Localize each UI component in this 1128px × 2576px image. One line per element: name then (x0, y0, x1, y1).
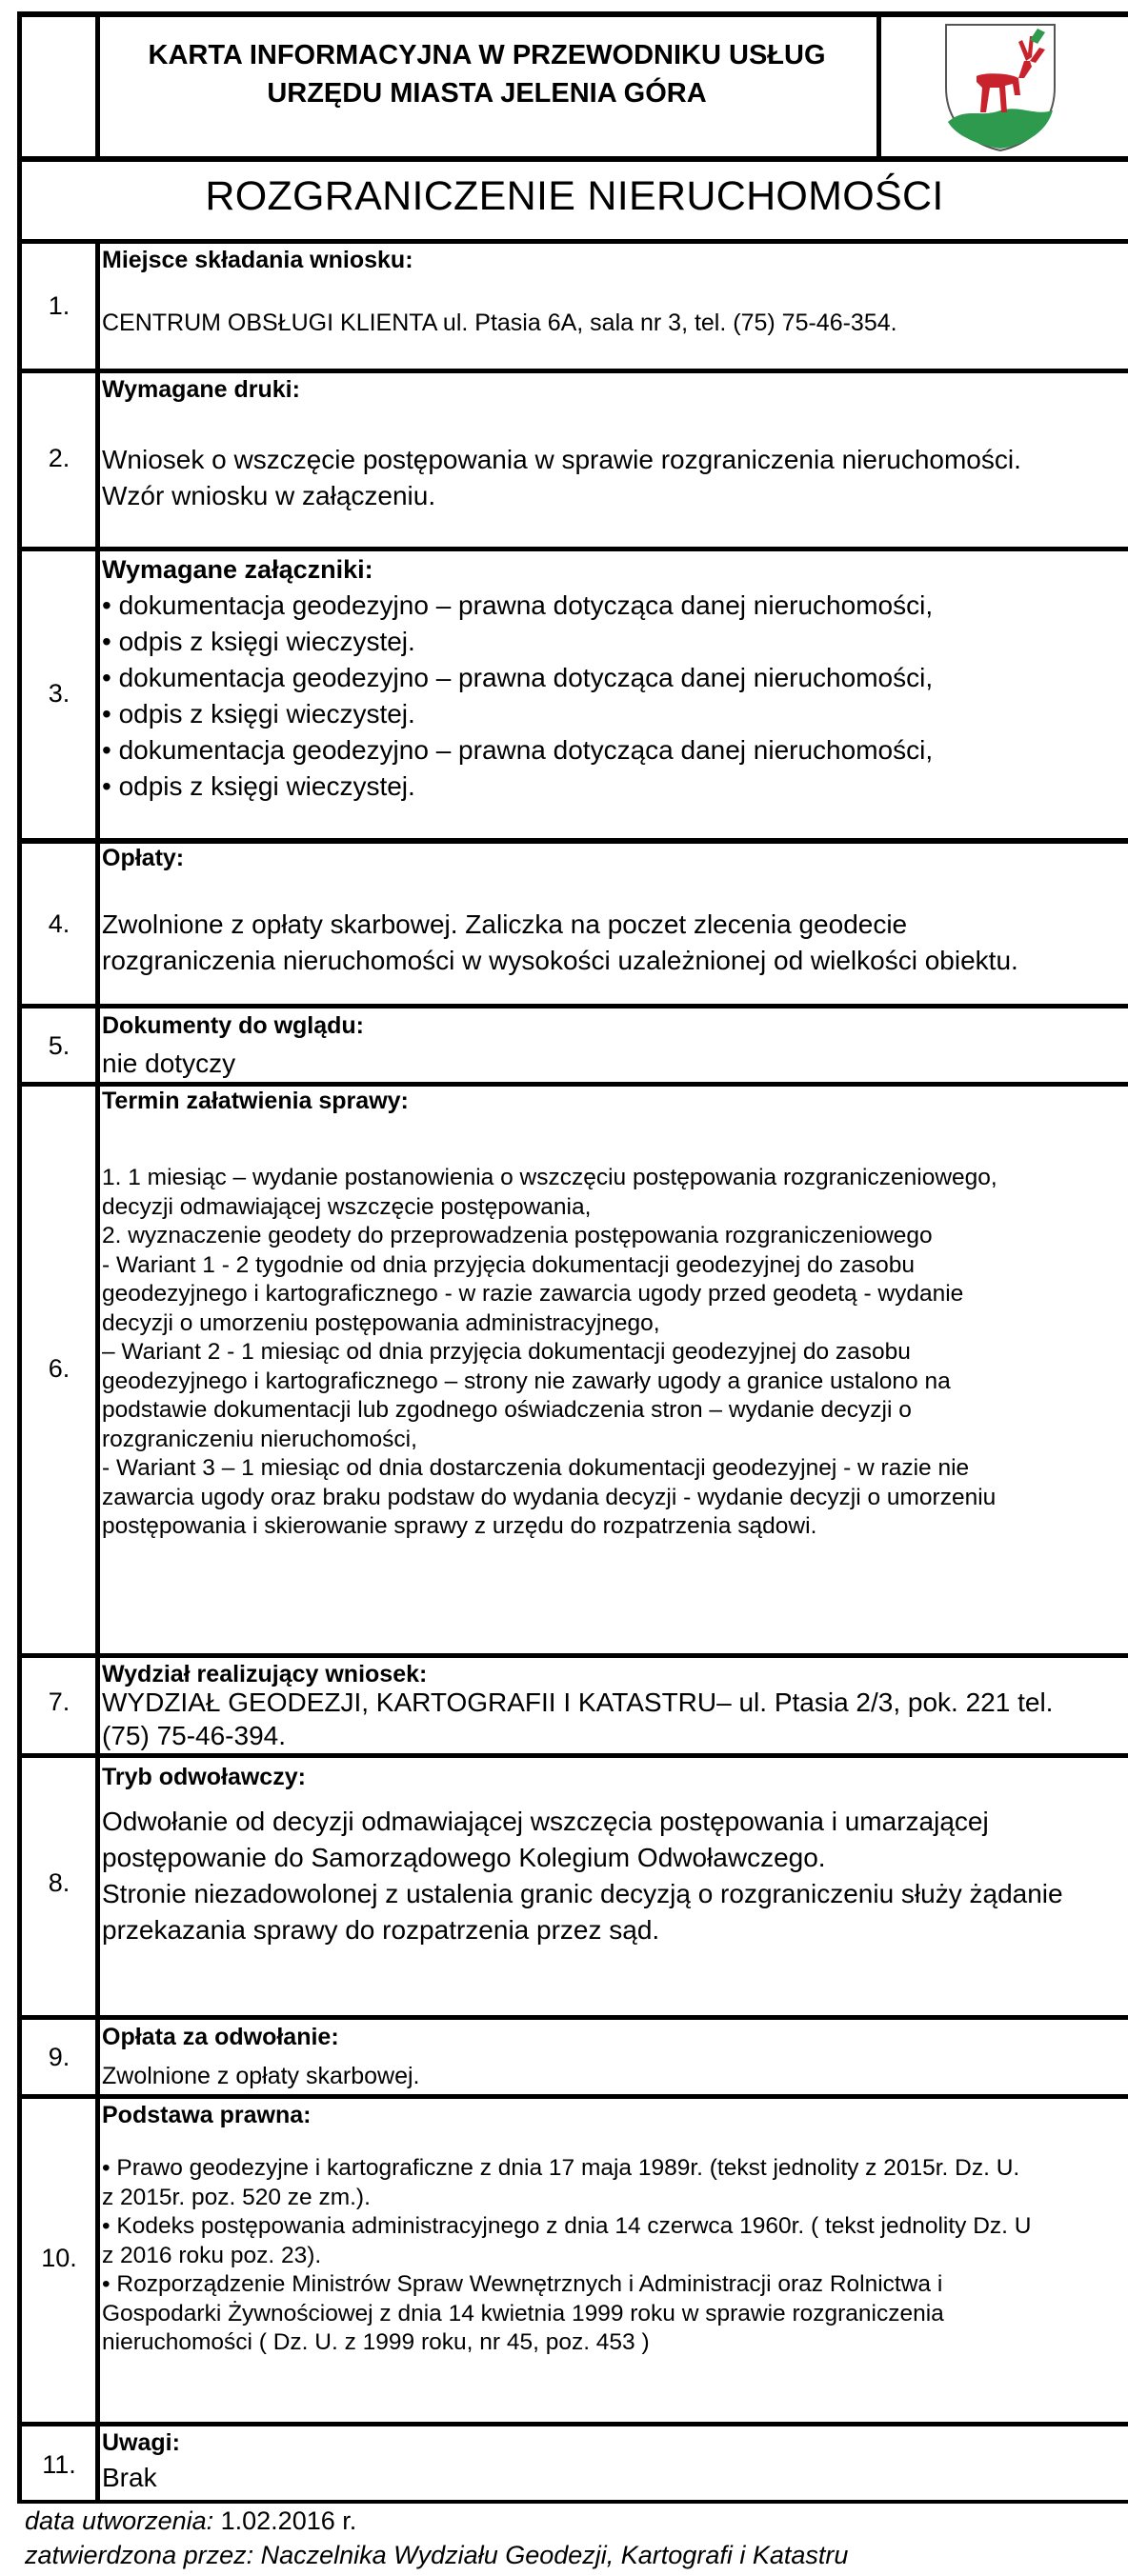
section-3-line: • odpis z księgi wieczystej. (102, 699, 415, 729)
title-line-1: KARTA INFORMACYJNA W PRZEWODNIKU USŁUG (148, 40, 826, 70)
section-3-line: • odpis z księgi wieczystej. (102, 771, 415, 801)
section-4-line: Zwolnione z opłaty skarbowej. Zaliczka na poczet zlecenia geodecie (102, 909, 908, 939)
footer-approved: zatwierdzona przez: Naczelnika Wydziału Geodezji, Kartografi i Katastru (25, 2541, 849, 2569)
section-3-content (102, 588, 933, 805)
section-1-line: CENTRUM OBSŁUGI KLIENTA ul. Ptasia 6A, sala nr 3, tel. (75) 75-46-354. (102, 310, 897, 336)
section-9-content (102, 2058, 420, 2094)
rule-header-bottom (17, 156, 1128, 162)
section-6-line: geodezyjnego i kartograficznego - w razie zawarcia ugody przed geodetą - wydanie (102, 1281, 964, 1307)
rule-header-right (876, 11, 881, 162)
section-3-label: Wymagane załączniki: (102, 555, 373, 584)
section-8-content (102, 1804, 1063, 1948)
section-9-label: Opłata za odwołanie: (102, 2024, 339, 2050)
section-2-label: Wymagane druki: (102, 376, 300, 403)
section-5-line: nie dotyczy (102, 1048, 236, 1078)
section-10-line: • Prawo geodezyjne i kartograficzne z dnia 17 maja 1989r. (tekst jednolity z 2015r. Dz. U. (102, 2155, 1020, 2181)
section-8-line: Stronie niezadowolonej z ustalenia granic decyzją o rozgraniczeniu służy żądanie (102, 1879, 1063, 1908)
section-6-line: - Wariant 3 – 1 miesiąc od dnia dostarczenia dokumentacji geodezyjnej - w razie nie (102, 1455, 970, 1481)
page-heading: ROZGRANICZENIE NIERUCHOMOŚCI (205, 173, 944, 219)
section-6-line: rozgraniczeniu nieruchomości, (102, 1426, 417, 1452)
section-11-line: Brak (102, 2463, 157, 2492)
rule-2 (17, 547, 1128, 551)
section-11-number: 11. (42, 2450, 76, 2479)
section-1-content (102, 305, 897, 341)
section-6-line: geodezyjnego i kartograficznego – strony nie zawarły ugody a granice ustalono na (102, 1368, 951, 1394)
section-7-number: 7. (48, 1687, 70, 1716)
rule-9 (17, 2094, 1128, 2099)
section-7-label: Wydział realizujący wniosek: (102, 1661, 428, 1687)
section-9-line: Zwolnione z opłaty skarbowej. (102, 2063, 420, 2089)
section-3-line: • odpis z księgi wieczystej. (102, 627, 415, 656)
section-7-content (102, 1686, 1053, 1752)
section-6-label: Termin załatwienia sprawy: (102, 1088, 409, 1114)
section-1-label: Miejsce składania wniosku: (102, 247, 413, 273)
section-4-line: rozgraniczenia nieruchomości w wysokości uzależnionej od wielkości obiektu. (102, 946, 1018, 975)
section-1-number: 1. (48, 291, 70, 320)
section-5-number: 5. (48, 1031, 70, 1060)
section-8-line: Odwołanie od decyzji odmawiającej wszczęcia postępowania i umarzającej (102, 1807, 989, 1836)
section-10-content (102, 2154, 1031, 2358)
section-4-label: Opłaty: (102, 845, 185, 871)
rule-3 (17, 838, 1128, 844)
section-6-line: podstawie dokumentacji lub zgodnego oświadczenia stron – wydanie decyzji o (102, 1397, 912, 1423)
rule-1 (17, 369, 1128, 373)
section-2-line: Wniosek o wszczęcie postępowania w sprawie rozgraniczenia nieruchomości. (102, 445, 1021, 474)
section-8-line: postępowanie do Samorządowego Kolegium Odwoławczego. (102, 1843, 826, 1872)
footer-created-label: data utworzenia: (25, 2506, 214, 2535)
section-5-label: Dokumenty do wglądu: (102, 1012, 364, 1039)
section-9-number: 9. (48, 2043, 70, 2071)
section-3-number: 3. (48, 679, 70, 708)
section-7-line: WYDZIAŁ GEODEZJI, KARTOGRAFII I KATASTRU– ul. Ptasia 2/3, pok. 221 tel. (102, 1687, 1054, 1717)
section-3-line: • dokumentacja geodezyjno – prawna dotycząca danej nieruchomości, (102, 663, 934, 692)
rule-left-outer (17, 11, 22, 2502)
section-10-line: nieruchomości ( Dz. U. z 1999 roku, nr 45, poz. 453 ) (102, 2329, 650, 2355)
section-6-content (102, 1164, 997, 1542)
section-10-number: 10. (41, 2244, 77, 2272)
section-4-number: 4. (48, 909, 70, 938)
section-2-content (102, 442, 1021, 514)
rule-10 (17, 2422, 1128, 2426)
section-5-content (102, 1046, 235, 1082)
rule-5 (17, 1082, 1128, 1087)
footer-created-value: 1.02.2016 r. (213, 2506, 357, 2535)
section-6-line: 1. 1 miesiąc – wydanie postanowienia o wszczęciu postępowania rozgraniczeniowego, (102, 1165, 997, 1190)
section-6-line: decyzji odmawiającej wszczęcie postępowania, (102, 1193, 592, 1220)
rule-6 (17, 1653, 1128, 1658)
section-7-line: (75) 75-46-394. (102, 1721, 287, 1750)
section-10-line: z 2015r. poz. 520 ze zm.). (102, 2184, 371, 2210)
section-11-label: Uwagi: (102, 2429, 180, 2456)
rule-heading-bottom (17, 239, 1128, 244)
section-2-line: Wzór wniosku w załączeniu. (102, 481, 436, 510)
section-8-label: Tryb odwoławczy: (102, 1764, 306, 1790)
section-10-line: z 2016 roku poz. 23). (102, 2242, 322, 2268)
section-8-number: 8. (48, 1868, 70, 1897)
section-6-line: zawarcia ugody oraz braku podstaw do wydania decyzji - wydanie decyzji o umorzeniu (102, 1484, 997, 1510)
section-6-line: – Wariant 2 - 1 miesiąc od dnia przyjęcia dokumentacji geodezyjnej do zasobu (102, 1339, 911, 1365)
section-11-content (102, 2460, 157, 2496)
section-10-line: • Rozporządzenie Ministrów Spraw Wewnętrznych i Administracji oraz Rolnictwa i (102, 2271, 943, 2297)
section-6-line: decyzji o umorzeniu postępowania administracyjnego, (102, 1309, 660, 1336)
page-title (97, 36, 876, 112)
section-3-line: • dokumentacja geodezyjno – prawna dotycząca danej nieruchomości, (102, 735, 934, 765)
section-6-line: postępowania i skierowanie sprawy z urzędu do rozpatrzenia sądowi. (102, 1513, 817, 1539)
rule-7 (17, 1753, 1128, 1758)
section-3-line: • dokumentacja geodezyjno – prawna dotycząca danej nieruchomości, (102, 590, 934, 620)
crest-icon (938, 19, 1062, 152)
section-4-content (102, 907, 1018, 979)
footer-created (25, 2506, 356, 2536)
rule-4 (17, 1004, 1128, 1008)
rule-top (17, 11, 1128, 17)
section-10-label: Podstawa prawna: (102, 2102, 312, 2128)
section-6-line: - Wariant 1 - 2 tygodnie od dnia przyjęcia dokumentacji geodezyjnej do zasobu (102, 1251, 916, 1278)
section-8-line: przekazania sprawy do rozpatrzenia przez sąd. (102, 1915, 660, 1945)
title-line-2: URZĘDU MIASTA JELENIA GÓRA (267, 78, 707, 109)
rule-11 (17, 2500, 1128, 2504)
section-6-line: 2. wyznaczenie geodety do przeprowadzenia postępowania rozgraniczeniowego (102, 1223, 933, 1248)
section-10-line: • Kodeks postępowania administracyjnego z dnia 14 czerwca 1960r. ( tekst jednolity Dz. U (102, 2213, 1032, 2239)
section-6-number: 6. (48, 1354, 70, 1383)
rule-8 (17, 2015, 1128, 2020)
section-2-number: 2. (48, 444, 70, 472)
section-10-line: Gospodarki Żywnościowej z dnia 14 kwietnia 1999 roku w sprawie rozgraniczenia (102, 2300, 944, 2326)
